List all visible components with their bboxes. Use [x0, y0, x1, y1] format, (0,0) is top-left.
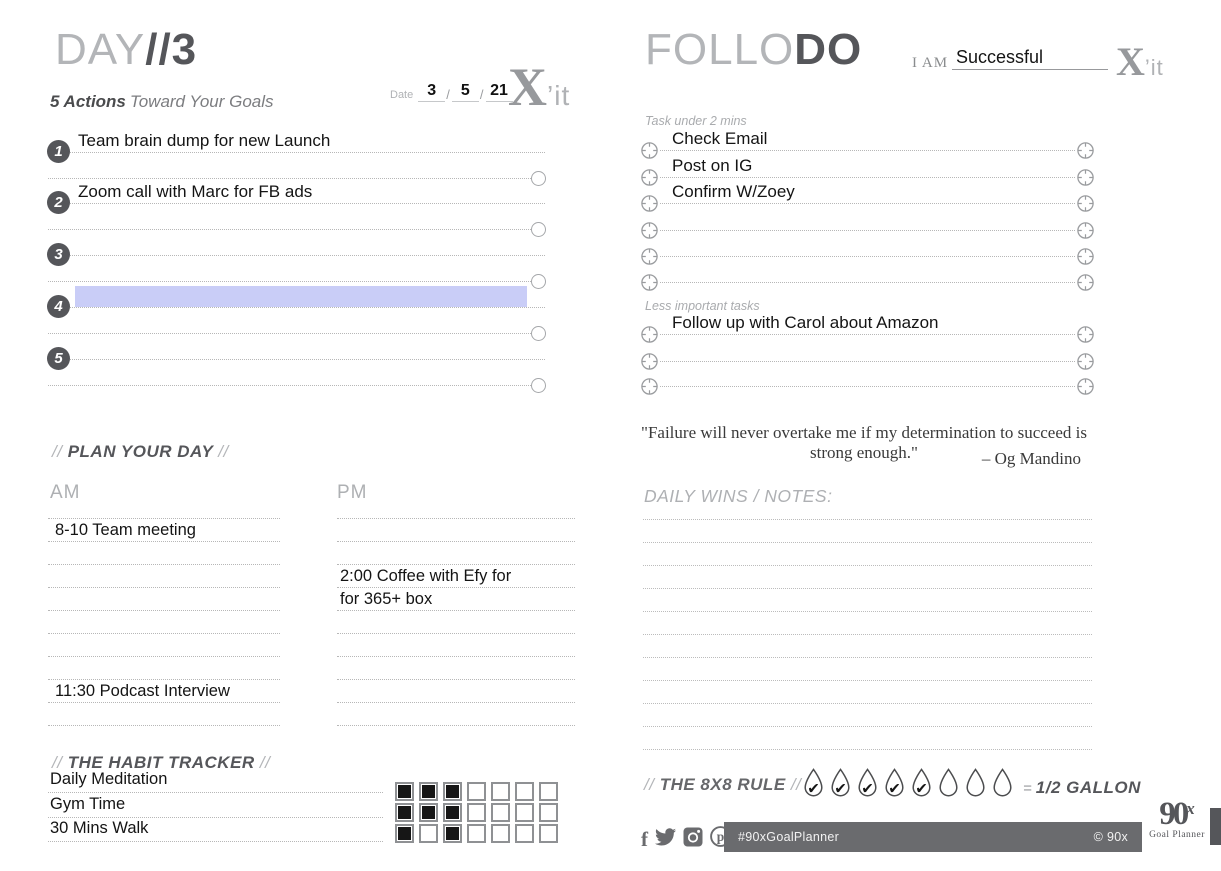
habit-checkbox-row-3 — [395, 824, 558, 843]
slash-decor: // — [644, 775, 655, 794]
am-row — [48, 542, 280, 565]
i-am-field[interactable] — [952, 47, 1108, 70]
habit-checkbox-unchecked[interactable] — [539, 782, 558, 801]
habit-checkbox-checked[interactable] — [395, 824, 414, 843]
habit-row-3 — [48, 819, 383, 842]
am-row — [48, 519, 280, 542]
clock-icon[interactable] — [641, 142, 658, 159]
date-day-field[interactable]: 5 — [452, 82, 479, 102]
action-row-4b — [48, 311, 545, 334]
action-row-2 — [48, 181, 545, 204]
quick-task-text[interactable]: Check Email — [672, 129, 768, 148]
water-drop-checked[interactable] — [856, 768, 879, 804]
clock-icon[interactable] — [1077, 195, 1094, 212]
habit-checkbox-unchecked[interactable] — [491, 803, 510, 822]
clock-icon[interactable] — [1077, 169, 1094, 186]
notes-line[interactable] — [643, 565, 1092, 566]
am-row — [48, 634, 280, 657]
action-row-1b — [48, 156, 545, 179]
notes-line[interactable] — [643, 588, 1092, 589]
xit-logo-it: ’it — [547, 80, 571, 111]
less-task-row — [660, 339, 1075, 362]
pm-row — [337, 542, 575, 565]
date-month-field[interactable]: 3 — [418, 82, 445, 102]
habit-label[interactable]: Daily Meditation — [50, 770, 168, 788]
notes-line[interactable] — [643, 519, 1092, 520]
am-row — [48, 496, 280, 519]
xit-logo-it: ’it — [1144, 55, 1164, 80]
brand-x: x — [1186, 799, 1195, 818]
habit-checkbox-unchecked[interactable] — [515, 803, 534, 822]
habit-checkbox-checked[interactable] — [443, 824, 462, 843]
svg-text:p: p — [716, 829, 725, 845]
slash-decor: // — [52, 442, 63, 461]
gallon-label — [1023, 778, 1141, 798]
quick-task-text[interactable]: Post on IG — [672, 156, 753, 175]
brand-90: 90 — [1159, 796, 1187, 832]
habit-row-2 — [48, 795, 383, 818]
day-title-light: DAY — [55, 25, 146, 74]
habit-checkbox-checked[interactable] — [443, 782, 462, 801]
date-label: Date — [390, 89, 414, 101]
habit-checkbox-checked[interactable] — [395, 782, 414, 801]
water-drop-checked[interactable] — [802, 768, 825, 804]
footer-hashtag: #90xGoalPlanner — [738, 830, 840, 844]
habit-checkbox-unchecked[interactable] — [539, 803, 558, 822]
daily-quote: "Failure will never overtake me if my determination to succeed is strong enough." — [641, 423, 1087, 462]
clock-icon[interactable] — [1077, 142, 1094, 159]
actions-subtitle — [50, 92, 274, 112]
quick-task-row — [660, 260, 1075, 283]
less-task-text[interactable]: Follow up with Carol about Amazon — [672, 313, 939, 332]
clock-icon[interactable] — [1077, 222, 1094, 239]
water-drop-checked[interactable] — [910, 768, 933, 804]
slash-decor: // — [218, 442, 229, 461]
less-task-row — [660, 364, 1075, 387]
quick-task-row — [660, 181, 1075, 204]
clock-icon[interactable] — [1077, 378, 1094, 395]
habit-checkbox-unchecked[interactable] — [515, 782, 534, 801]
svg-text:✔: ✔ — [915, 780, 928, 798]
notes-line[interactable] — [643, 680, 1092, 681]
brand-subtitle: Goal Planner — [1149, 829, 1205, 840]
water-drop-unchecked[interactable] — [964, 768, 987, 804]
habit-row-1 — [48, 770, 383, 793]
instagram-icon[interactable] — [683, 827, 703, 852]
am-row — [48, 588, 280, 611]
plan-your-day-header — [52, 442, 229, 462]
facebook-icon[interactable]: f — [641, 826, 648, 851]
svg-text:✔: ✔ — [834, 780, 847, 798]
water-drop-checked[interactable] — [883, 768, 906, 804]
notes-line[interactable] — [643, 726, 1092, 727]
i-am-label: I AM — [912, 55, 949, 71]
quick-task-row — [660, 155, 1075, 178]
habit-checkbox-checked[interactable] — [419, 782, 438, 801]
pm-label: PM — [337, 482, 368, 503]
clock-icon[interactable] — [1077, 353, 1094, 370]
xit-logo-x: X — [1116, 39, 1145, 84]
clock-icon[interactable] — [641, 222, 658, 239]
plan-header-text: PLAN YOUR DAY — [67, 442, 214, 461]
action-row-3b — [48, 259, 545, 282]
follodo-title-light: FOLLO — [645, 25, 795, 74]
daily-wins-label: DAILY WINS / NOTES: — [644, 486, 833, 506]
habit-checkbox-unchecked[interactable] — [419, 824, 438, 843]
habit-checkbox-unchecked[interactable] — [539, 824, 558, 843]
quick-task-text[interactable]: Confirm W/Zoey — [672, 182, 795, 201]
habit-checkbox-unchecked[interactable] — [467, 824, 486, 843]
day-title — [55, 25, 198, 74]
brand-logo-90x — [1148, 796, 1206, 840]
equals-sign: = — [1023, 780, 1032, 797]
i-am-value[interactable]: Successful — [956, 47, 1044, 67]
brand-accent-bar — [1210, 808, 1221, 845]
pm-entry[interactable]: 2:00 Coffee with Efy for — [340, 567, 512, 585]
slash-decor: // — [790, 775, 802, 794]
action-4-number-badge: 4 — [47, 295, 70, 318]
footer-bar — [724, 822, 1142, 852]
notes-line[interactable] — [643, 749, 1092, 750]
clock-icon[interactable] — [641, 248, 658, 265]
svg-text:✔: ✔ — [861, 780, 874, 798]
social-icons — [641, 826, 731, 852]
am-row — [48, 703, 280, 726]
selection-highlight[interactable] — [75, 286, 527, 307]
action-row-4 — [48, 285, 545, 308]
notes-line[interactable] — [643, 634, 1092, 635]
water-drop-unchecked[interactable] — [991, 768, 1014, 804]
am-entry[interactable]: 11:30 Podcast Interview — [55, 682, 230, 700]
xit-logo-x: X — [508, 57, 547, 117]
action-5-circle[interactable] — [531, 378, 546, 393]
habit-checkbox-unchecked[interactable] — [491, 824, 510, 843]
footer-copyright: © 90x — [1093, 830, 1128, 844]
follodo-title-bold: DO — [794, 25, 863, 74]
svg-text:✔: ✔ — [807, 780, 820, 798]
clock-icon[interactable] — [1077, 326, 1094, 343]
clock-icon[interactable] — [1077, 274, 1094, 291]
subtitle-rest: Toward Your Goals — [129, 92, 274, 111]
subtitle-bold: 5 Actions — [50, 92, 126, 111]
quote-attribution: – Og Mandino — [981, 449, 1081, 468]
quick-tasks-label: Task under 2 mins — [645, 114, 747, 128]
action-1-number-badge: 1 — [47, 140, 70, 163]
clock-icon[interactable] — [641, 169, 658, 186]
pm-row — [337, 588, 575, 611]
action-3-number-badge: 3 — [47, 243, 70, 266]
action-5-number-badge: 5 — [47, 347, 70, 370]
notes-line[interactable] — [643, 542, 1092, 543]
pm-row — [337, 634, 575, 657]
am-row — [48, 565, 280, 588]
clock-icon[interactable] — [1077, 248, 1094, 265]
follodo-title — [645, 25, 863, 74]
date-separator: / — [479, 87, 484, 102]
water-drop-checked[interactable] — [829, 768, 852, 804]
xit-logo — [508, 57, 571, 117]
habit-label[interactable]: 30 Mins Walk — [50, 819, 149, 837]
slash-decor: // — [52, 753, 63, 772]
pm-row — [337, 611, 575, 634]
water-drop-unchecked[interactable] — [937, 768, 960, 804]
habit-checkbox-unchecked[interactable] — [467, 782, 486, 801]
date-separator: / — [446, 87, 450, 102]
clock-icon[interactable] — [641, 195, 658, 212]
action-row-3 — [48, 233, 545, 256]
date-year-field[interactable]: 21 — [486, 82, 513, 102]
rule-8x8-header — [644, 775, 801, 795]
day-title-number: //3 — [145, 25, 198, 74]
date-block — [390, 82, 513, 102]
habit-checkbox-checked[interactable] — [419, 803, 438, 822]
habit-checkbox-row-1 — [395, 782, 558, 801]
am-row — [48, 657, 280, 680]
clock-icon[interactable] — [641, 353, 658, 370]
xit-logo — [1116, 39, 1164, 84]
rule-8x8-text: THE 8X8 RULE — [659, 775, 786, 794]
habit-header-text: THE HABIT TRACKER — [67, 753, 255, 772]
action-2-text[interactable]: Zoom call with Marc for FB ads — [78, 182, 313, 201]
pm-entry[interactable]: for 365+ box — [340, 590, 433, 608]
quick-task-row — [660, 128, 1075, 151]
notes-line[interactable] — [643, 611, 1092, 612]
svg-text:✔: ✔ — [888, 780, 901, 798]
habit-checkbox-unchecked[interactable] — [491, 782, 510, 801]
action-1-text[interactable]: Team brain dump for new Launch — [78, 131, 331, 150]
action-row-5b — [48, 363, 545, 386]
action-row-1 — [48, 130, 545, 153]
water-drops — [802, 768, 1014, 804]
quick-task-row — [660, 208, 1075, 231]
habit-label[interactable]: Gym Time — [50, 795, 126, 813]
less-tasks-label: Less important tasks — [645, 299, 760, 313]
am-label: AM — [50, 482, 81, 503]
habit-checkbox-unchecked[interactable] — [515, 824, 534, 843]
pm-row — [337, 496, 575, 519]
quick-task-row — [660, 234, 1075, 257]
habit-checkbox-unchecked[interactable] — [467, 803, 486, 822]
clock-icon[interactable] — [641, 326, 658, 343]
action-row-5 — [48, 337, 545, 360]
habit-checkbox-checked[interactable] — [395, 803, 414, 822]
notes-line[interactable] — [643, 703, 1092, 704]
am-entry[interactable]: 8-10 Team meeting — [55, 521, 196, 539]
clock-icon[interactable] — [641, 274, 658, 291]
pm-row — [337, 657, 575, 680]
notes-line[interactable] — [643, 657, 1092, 658]
action-row-2b — [48, 207, 545, 230]
pm-row — [337, 519, 575, 542]
am-row — [48, 680, 280, 703]
slash-decor: // — [259, 753, 271, 772]
clock-icon[interactable] — [641, 378, 658, 395]
pm-row — [337, 703, 575, 726]
action-2-number-badge: 2 — [47, 191, 70, 214]
gallon-amount: 1/2 GALLON — [1035, 778, 1141, 797]
less-task-row — [660, 312, 1075, 335]
habit-checkbox-checked[interactable] — [443, 803, 462, 822]
pm-row — [337, 680, 575, 703]
pm-row — [337, 565, 575, 588]
am-row — [48, 611, 280, 634]
twitter-icon[interactable] — [655, 828, 676, 851]
habit-checkbox-row-2 — [395, 803, 558, 822]
